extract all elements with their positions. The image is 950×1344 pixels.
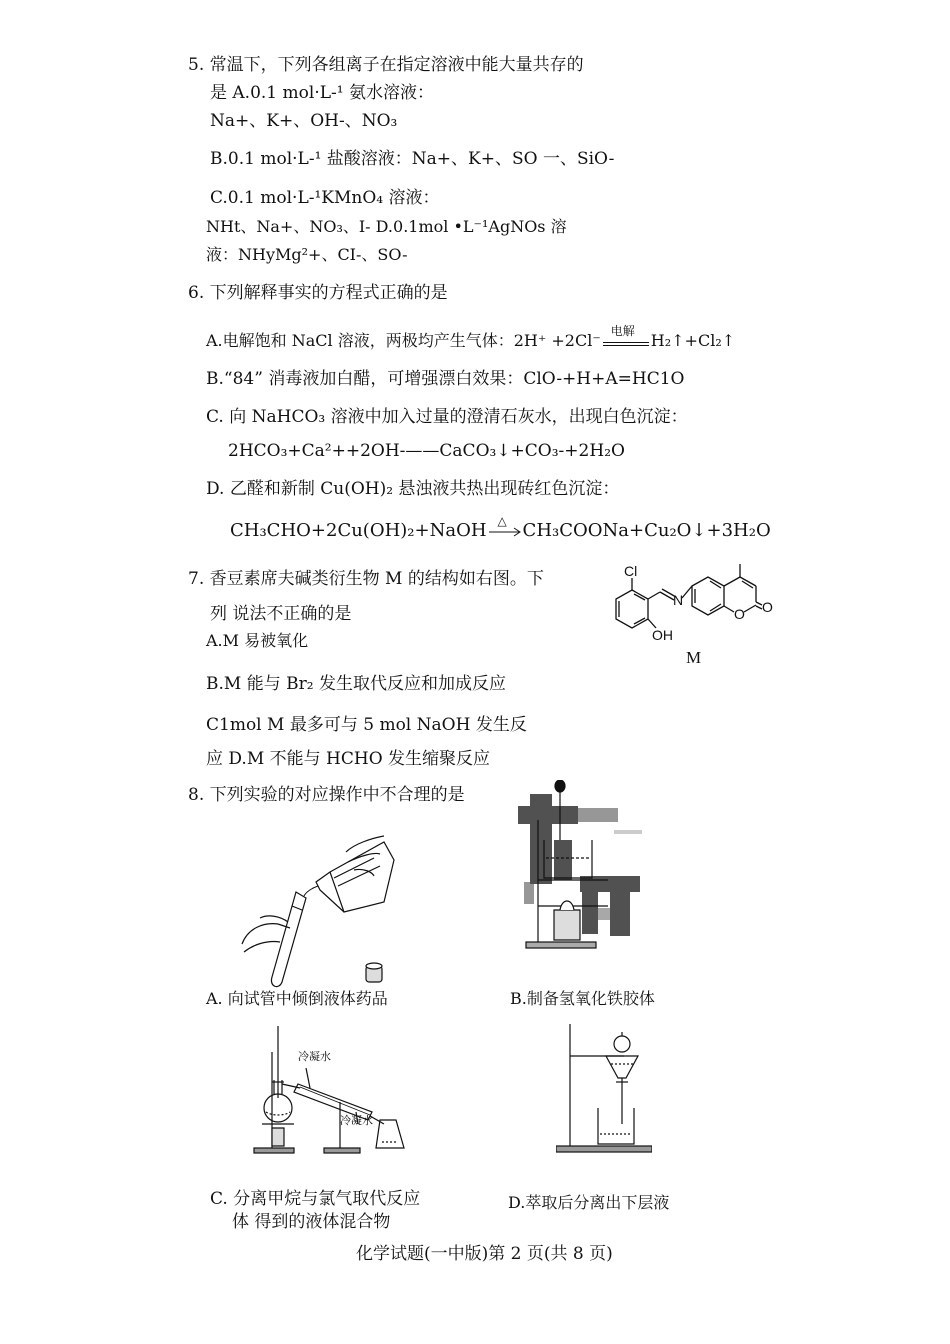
- q7-option-c: C1mol M 最多可与 5 mol NaOH 发生反: [206, 715, 527, 735]
- condenser-water-label-bottom: 冷凝水: [340, 1114, 373, 1127]
- q6-option-d-eq-right: CH₃COONa+Cu₂O↓+3H₂O: [522, 520, 771, 541]
- q6-option-d-equation: [230, 514, 771, 542]
- molecule-m-label: M: [686, 648, 702, 667]
- q6-option-a-eq-arrow: [601, 324, 651, 352]
- figure-b-caption: B.制备氢氧化铁胶体: [510, 989, 655, 1008]
- molecule-cl-label: Cl: [624, 563, 638, 579]
- q7-option-b: B.M 能与 Br₂ 发生取代反应和加成反应: [206, 674, 506, 694]
- q5-stem-line2: 是 A.0.1 mol·L-¹ 氨水溶液：: [210, 83, 434, 103]
- q6-option-d-eq-arrow: [487, 514, 523, 542]
- q5-option-a-ions: Na+、K+、OH-、NO₃: [210, 111, 398, 131]
- q6-option-b: B.“84” 消毒液加白醋，可增强漂白效果：ClO-+H+A=HC1O: [206, 369, 685, 389]
- figure-d-caption: D.萃取后分离出下层液: [508, 1193, 670, 1212]
- q7-option-a: A.M 易被氧化: [206, 631, 309, 650]
- q6-option-d-eq-left: CH₃CHO+2Cu(OH)₂+NaOH: [230, 520, 487, 541]
- q6-stem: 6. 下列解释事实的方程式正确的是: [188, 283, 448, 303]
- q6-option-d-eq-cond: △: [497, 514, 507, 528]
- q7-option-d: 应 D.M 不能与 HCHO 发生缩聚反应: [206, 749, 491, 769]
- q6-option-a-eq-cond: 电解: [610, 324, 635, 338]
- molecule-carbonyl-o-label: O: [762, 599, 773, 615]
- q7-stem-line1: 7. 香豆素席夫碱类衍生物 M 的结构如右图。下: [188, 569, 544, 589]
- molecule-n-label: N: [673, 592, 684, 608]
- page-footer: 化学试题(一中版)第 2 页(共 8 页): [356, 1244, 613, 1264]
- figure-c-caption-line2: 体 得到的液体混合物: [232, 1212, 391, 1232]
- q6-option-a-eq-right: H₂↑+Cl₂↑: [650, 331, 736, 350]
- q5-option-c: C.0.1 mol·L-¹KMnO₄ 溶液：: [210, 188, 440, 208]
- figure-d-separatory-funnel: [556, 1020, 652, 1156]
- q6-option-a-text: A.电解饱和 NaCl 溶液，两极均产生气体：: [206, 331, 514, 350]
- molecule-m-structure: [596, 562, 786, 672]
- q5-stem-line1: 5. 常温下，下列各组离子在指定溶液中能大量共存的: [188, 55, 584, 75]
- molecule-oh-label: OH: [652, 627, 673, 643]
- q6-option-a-eq-left: 2H⁺ +2Cl⁻: [513, 331, 601, 350]
- q6-option-c: C. 向 NaHCO₃ 溶液中加入过量的澄清石灰水，出现白色沉淀：: [206, 407, 688, 427]
- figure-c-distillation-apparatus: [244, 1024, 408, 1156]
- figure-c-caption-line1: C. 分离甲烷与氯气取代反应: [210, 1189, 421, 1209]
- q6-option-d: D. 乙醛和新制 Cu(OH)₂ 悬浊液共热出现砖红色沉淀：: [206, 479, 620, 499]
- q7-stem-line2: 列 说法不正确的是: [210, 604, 352, 624]
- q6-option-a: [206, 324, 736, 352]
- condenser-water-label-top: 冷凝水: [298, 1050, 331, 1063]
- q6-option-c-equation: 2HCO₃+Ca²++2OH-——CaCO₃↓+CO₃-+2H₂O: [228, 441, 625, 461]
- q8-stem: 8. 下列实验的对应操作中不合理的是: [188, 785, 465, 805]
- figure-a-caption: A. 向试管中倾倒液体药品: [206, 989, 388, 1008]
- q5-option-d-ions: 液：NHyMg²+、CI-、SO-: [206, 245, 408, 264]
- figure-a-pouring-liquid: [234, 832, 414, 992]
- q5-option-b: B.0.1 mol·L-¹ 盐酸溶液：Na+、K+、SO 一、SiO-: [210, 149, 615, 169]
- figure-b-colloid-apparatus: [518, 780, 648, 952]
- molecule-ring-o-label: O: [734, 606, 745, 622]
- q5-option-c-ions: NHt、Na+、NO₃、I- D.0.1mol •L⁻¹AgNOs 溶: [206, 217, 567, 236]
